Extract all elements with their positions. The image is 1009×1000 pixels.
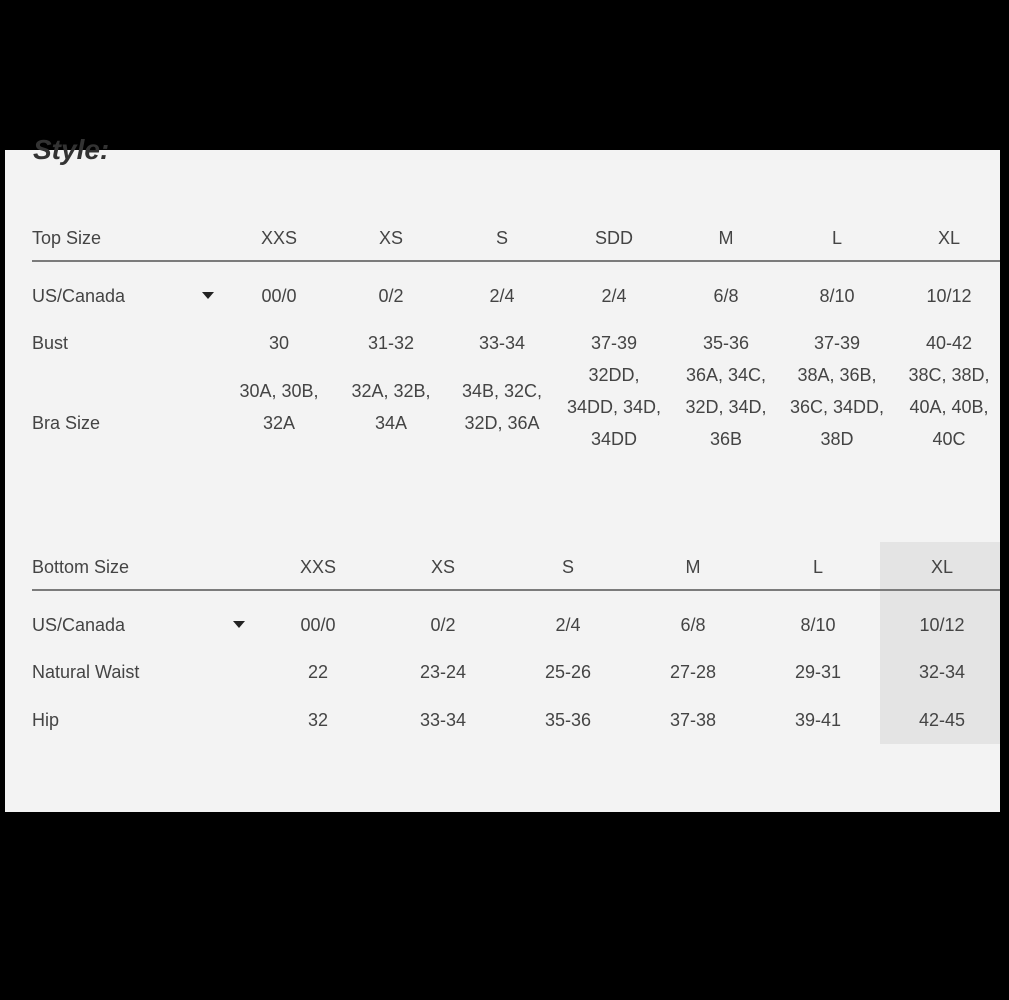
bottom-size-header-xs: XS bbox=[430, 557, 455, 577]
hip-value: 42-45 bbox=[918, 710, 966, 730]
bottom-size-header-s: S bbox=[561, 557, 574, 577]
bust-value: 30 bbox=[268, 333, 290, 353]
bra-size-value: 36A, 34C, 32D, 34D, 36B bbox=[685, 365, 767, 449]
bust-value: 35-36 bbox=[702, 333, 750, 353]
natural-waist-value: 29-31 bbox=[794, 662, 842, 682]
natural-waist-label: Natural Waist bbox=[32, 662, 140, 682]
bottom-region-value: 10/12 bbox=[919, 615, 965, 635]
top-region-value: 8/10 bbox=[819, 286, 855, 306]
caret-down-icon[interactable] bbox=[233, 621, 245, 628]
bottom-region-value: 2/4 bbox=[555, 615, 581, 635]
bust-label: Bust bbox=[32, 333, 69, 353]
top-size-header-sdd: SDD bbox=[594, 228, 633, 248]
bra-size-value: 34B, 32C, 32D, 36A bbox=[461, 381, 543, 433]
bust-value: 40-42 bbox=[925, 333, 973, 353]
bottom-region-value: 0/2 bbox=[430, 615, 456, 635]
bottom-size-label: Bottom Size bbox=[32, 557, 130, 577]
hip-value: 32 bbox=[307, 710, 329, 730]
top-size-header-xl: XL bbox=[937, 228, 961, 248]
bust-value: 37-39 bbox=[813, 333, 861, 353]
bottom-size-header-m: M bbox=[685, 557, 701, 577]
top-size-header-m: M bbox=[718, 228, 734, 248]
top-region-value: 2/4 bbox=[489, 286, 515, 306]
bottom-region-select-label[interactable]: US/Canada bbox=[32, 615, 126, 635]
natural-waist-value: 23-24 bbox=[419, 662, 467, 682]
caret-down-icon[interactable] bbox=[202, 292, 214, 299]
top-region-value: 2/4 bbox=[601, 286, 627, 306]
top-region-value: 00/0 bbox=[261, 286, 297, 306]
bra-size-label: Bra Size bbox=[32, 413, 101, 433]
bottom-region-value: 8/10 bbox=[800, 615, 836, 635]
bra-size-value: 38C, 38D, 40A, 40B, 40C bbox=[908, 365, 990, 449]
top-size-header-xs: XS bbox=[378, 228, 403, 248]
bottom-region-value: 6/8 bbox=[680, 615, 706, 635]
top-size-label: Top Size bbox=[32, 228, 102, 248]
top-size-header-l: L bbox=[831, 228, 842, 248]
top-size-header-s: S bbox=[495, 228, 508, 248]
hip-value: 33-34 bbox=[419, 710, 467, 730]
natural-waist-value: 32-34 bbox=[918, 662, 966, 682]
bra-size-value: 30A, 30B, 32A bbox=[239, 381, 319, 433]
bust-value: 31-32 bbox=[367, 333, 415, 353]
natural-waist-value: 22 bbox=[307, 662, 329, 682]
size-chart-panel bbox=[5, 134, 1000, 812]
hip-value: 39-41 bbox=[794, 710, 842, 730]
bottom-size-header-xl: XL bbox=[930, 557, 954, 577]
hip-value: 37-38 bbox=[669, 710, 717, 730]
top-size-header-xxs: XXS bbox=[260, 228, 298, 248]
bottom-size-header-xxs: XXS bbox=[299, 557, 337, 577]
top-header-divider bbox=[32, 260, 1000, 262]
hip-value: 35-36 bbox=[544, 710, 592, 730]
page-heading: Style: bbox=[33, 134, 110, 165]
top-region-value: 6/8 bbox=[713, 286, 739, 306]
bra-size-value: 32DD, 34DD, 34D, 34DD bbox=[566, 365, 662, 449]
bra-size-value: 32A, 32B, 34A bbox=[351, 381, 431, 433]
bust-value: 33-34 bbox=[478, 333, 526, 353]
natural-waist-value: 25-26 bbox=[544, 662, 592, 682]
bottom-header-divider bbox=[32, 589, 1000, 591]
top-region-select-label[interactable]: US/Canada bbox=[32, 286, 126, 306]
bottom-size-header-l: L bbox=[812, 557, 823, 577]
natural-waist-value: 27-28 bbox=[669, 662, 717, 682]
bottom-region-value: 00/0 bbox=[300, 615, 336, 635]
bust-value: 37-39 bbox=[590, 333, 638, 353]
top-region-value: 10/12 bbox=[926, 286, 972, 306]
hip-label: Hip bbox=[32, 710, 60, 730]
bra-size-value: 38A, 36B, 36C, 34DD, 38D bbox=[789, 365, 885, 449]
top-region-value: 0/2 bbox=[378, 286, 404, 306]
